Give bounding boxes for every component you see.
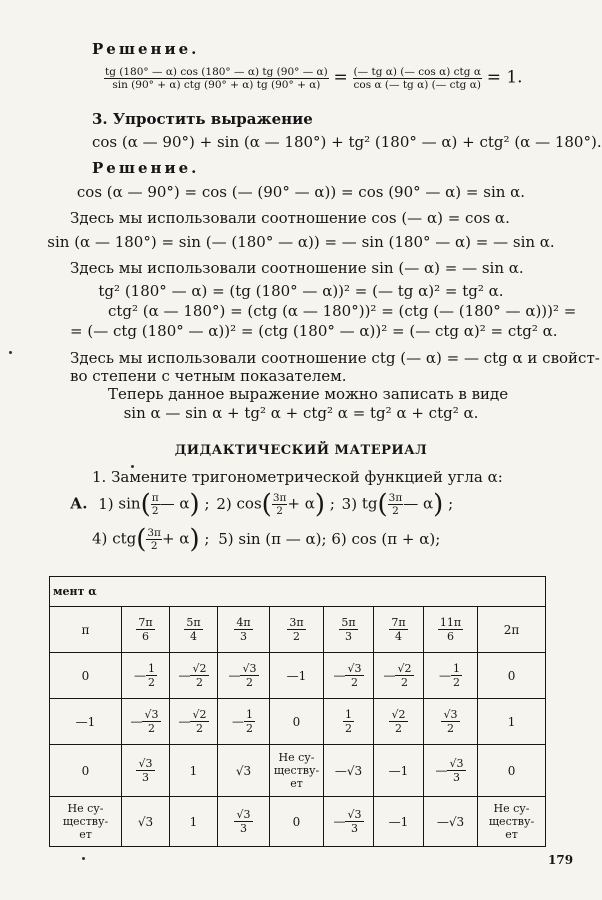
fraction: $\frac{11\pi}{6}$ [439,616,462,643]
fraction: $\frac{√3}{2}$ [144,708,159,735]
fraction: $\frac{5\pi}{4}$ [186,616,201,643]
table-cell: 0 [478,653,546,699]
table-cell: √3 [218,745,270,797]
table-cell: 0 [50,745,122,797]
equation-cos: cos (α — 90°) = cos (— (90° — α)) = cos (90° — α) = sin α. [76,183,526,201]
fraction: $\frac{√3}{3}$ [449,757,464,784]
table-cell: — $\frac{√3}{3}$ [424,745,478,797]
note-cos: Здесь мы использовали соотношение cos (— α) = cos α. [70,209,510,227]
table-cell [122,607,170,653]
table-cell: 0 [270,699,324,745]
table-cell [424,607,478,653]
fraction: $\frac{√2}{2}$ [192,708,207,735]
table-cell: —√3 [324,745,374,797]
trig-values-table [49,576,546,847]
table-cell [218,607,270,653]
table-cell: —1 [50,699,122,745]
equation-tg: tg² (180° — α) = (tg (180° — α))² = (— tg α)² = tg² α. [98,282,504,300]
fraction: $\frac{√2}{2}$ [397,662,412,689]
table-cell: Не су- ществу- ет [270,745,324,797]
table-row [50,699,546,745]
fraction: $\frac{7\pi}{4}$ [391,616,406,643]
solution-label: Решение. [92,159,200,177]
table-cell: 2π [478,607,546,653]
fraction: $\frac{√3}{3}$ [347,808,362,835]
stray-mark [9,351,12,354]
table-cell: — $\frac{√3}{2}$ [324,653,374,699]
table-cell: Не су- ществу- ет [50,797,122,847]
table-row [50,745,546,797]
table-cell: — $\frac{1}{2}$ [218,699,270,745]
table-cell: —1 [374,797,424,847]
fraction: $\frac{√3}{2}$ [443,708,458,735]
exercise-row-a: А. 1) sin( $\frac{\pi}{2}$ — α) ; 2) cos( $\frac{3\pi}{2}$ + α) ; 3) tg( $\frac{3\pi}{2}$ — α) ; [70,489,454,520]
fraction: $\frac{√2}{2}$ [391,708,406,735]
final-equation: sin α — sin α + tg² α + ctg² α = tg² α + ctg² α. [123,404,479,422]
table-row [50,607,546,653]
table-cell: —1 [374,745,424,797]
final-intro: Теперь данное выражение можно записать в виде [108,385,509,403]
fraction: $\frac{1}{2}$ [148,662,155,689]
table-cell: 0 [50,653,122,699]
table-cell: — $\frac{√3}{3}$ [324,797,374,847]
equation-ctg-line1: ctg² (α — 180°) = (ctg (α — 180°))² = (ctg (— (180° — α)))² = [108,302,577,320]
fraction: $\frac{1}{2}$ [453,662,460,689]
fraction: $\frac{7\pi}{6}$ [138,616,153,643]
table-cell: π [50,607,122,653]
table-cell [424,699,478,745]
exercise-row-b: 4) ctg( $\frac{3\pi}{2}$ + α) ; 5) sin (π — α); 6) cos (π + α); [92,524,441,555]
table-cell [218,797,270,847]
fraction: $\frac{√3}{2}$ [347,662,362,689]
table-cell [374,699,424,745]
fraction: $\frac{√3}{2}$ [242,662,257,689]
fraction: $\frac{5\pi}{3}$ [341,616,356,643]
note-ctg-line1: Здесь мы использовали соотношение ctg (— α) = — ctg α и свойст- [70,349,600,367]
task-3-title: 3. Упростить выражение [92,110,313,128]
table-cell [170,607,218,653]
fraction: $\frac{√3}{3}$ [138,757,153,784]
equation-ctg-line2: = (— ctg (180° — α))² = (ctg (180° — α))² = (— ctg α)² = ctg² α. [70,322,558,340]
table-cell: — $\frac{1}{2}$ [424,653,478,699]
note-sin: Здесь мы использовали соотношение sin (— α) = — sin α. [70,259,524,277]
fraction: $\frac{3\pi}{2}$ [289,616,304,643]
solution-1-equation: $\frac{tg (180^\circ — \alpha) \cos (180^\circ — \alpha) tg (90^\circ — \alpha)}{\text{sin (90° + α) ctg (90° + α) tg (90° + α)}}$ = $\frac{\text{(— tg α) (— cos α) ctg α}}{\text{cos α (— tg α) (— ctg α)}}$ = 1. [105,66,523,91]
equation-sin: sin (α — 180°) = sin (— (180° — α)) = — sin (180° — α) = — sin α. [47,233,555,251]
note-ctg-line2: во степени с четным показателем. [70,367,347,385]
table-cell [374,607,424,653]
table-cell: — $\frac{√2}{2}$ [170,653,218,699]
table-cell: — $\frac{√2}{2}$ [170,699,218,745]
table-cell: 1 [170,797,218,847]
table-cell [270,607,324,653]
stray-mark [82,857,85,860]
table-cell: — $\frac{√2}{2}$ [374,653,424,699]
table-cell: Не су- ществу- ет [478,797,546,847]
table-cell: 0 [478,745,546,797]
table-cell: 0 [270,797,324,847]
fraction: $\frac{1}{2}$ [345,708,352,735]
fraction-reduced: $\frac{\text{(— tg α) (— cos α) ctg α}}{\text{cos α (— tg α) (— ctg α)}}$ [353,66,481,91]
table-cell: — $\frac{√3}{2}$ [218,653,270,699]
task-3-expression: cos (α — 90°) + sin (α — 180°) + tg² (180° — α) + ctg² (α — 180°). [92,133,602,151]
table-cell: — $\frac{√3}{2}$ [122,699,170,745]
fraction: $\frac{4\pi}{3}$ [236,616,251,643]
table-cell: —√3 [424,797,478,847]
table-cell: 1 [170,745,218,797]
table-cell [324,607,374,653]
table-cell: — $\frac{1}{2}$ [122,653,170,699]
table-row [50,797,546,847]
table-cell [122,745,170,797]
table-cell: —1 [270,653,324,699]
fraction-original: $\frac{tg (180^\circ — \alpha) \cos (180^\circ — \alpha) tg (90^\circ — \alpha)}{\text{sin (90° + α) ctg (90° + α) tg (90° + α)}}$ [105,66,328,91]
table-row [50,653,546,699]
fraction: $\frac{1}{2}$ [246,708,253,735]
fraction: $\frac{√2}{2}$ [192,662,207,689]
table-cell: √3 [122,797,170,847]
solution-label: Решение. [92,40,200,58]
table-cell [324,699,374,745]
table-cell: 1 [478,699,546,745]
section-title: ДИДАКТИЧЕСКИЙ МАТЕРИАЛ [174,443,428,458]
fraction: $\frac{√3}{3}$ [236,808,251,835]
page-number: 179 [548,853,574,867]
table-header-continuation: мент α [50,577,546,607]
exercise-1-title: 1. Замените тригонометрической функцией угла α: [92,468,503,486]
